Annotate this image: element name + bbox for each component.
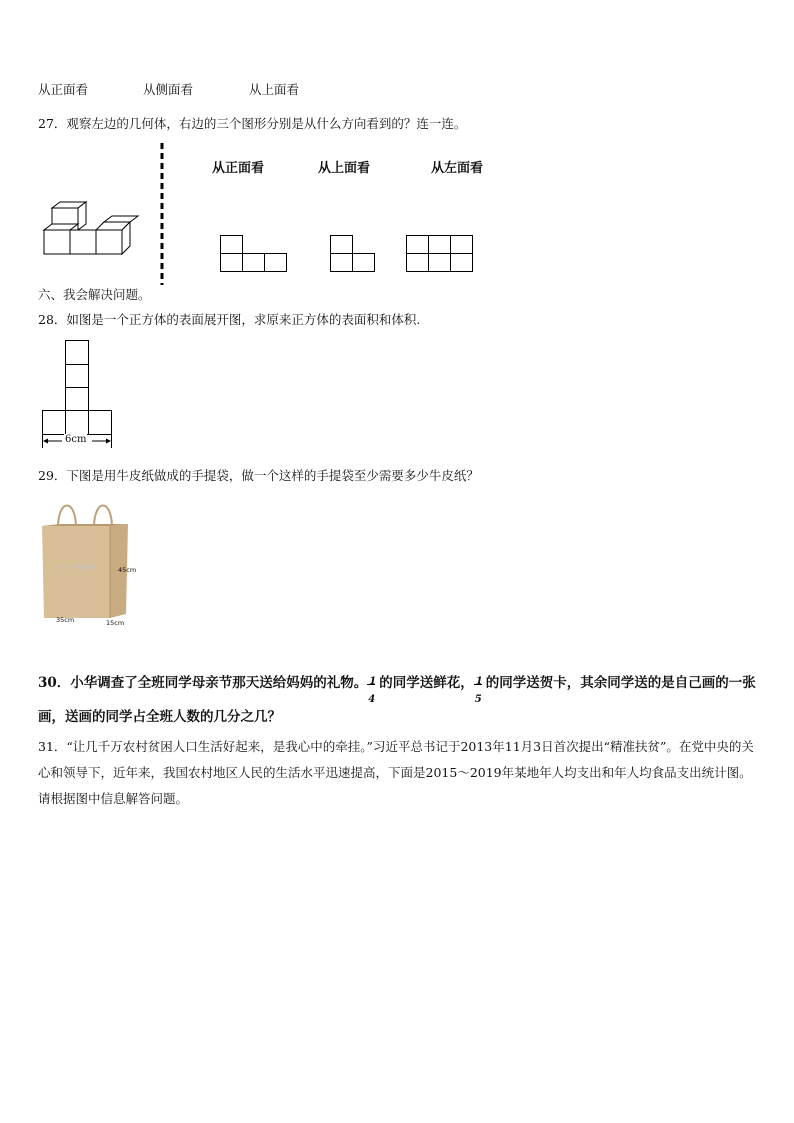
net-dimension-label: 6cm [65,434,87,445]
fraction-one-quarter [367,669,379,705]
fraction-numerator: 1 [369,675,377,687]
question-30-part1: 30．小华调查了全班同学母亲节那天送给妈妈的礼物。 [38,675,368,691]
bag-watermark: Yuan Printing [56,564,96,571]
top-label-front: 从正面看 [38,82,89,97]
question-30 [38,666,758,734]
fraction-one-fifth [474,669,486,705]
view-shape-1[interactable] [220,235,288,273]
view-shape-3[interactable] [406,235,474,273]
view-label-top: 从上面看 [318,161,371,176]
question-29-text: 29．下图是用牛皮纸做成的手提袋，做一个这样的手提袋至少需要多少牛皮纸？ [38,468,479,483]
fraction-numerator: 1 [475,675,483,687]
fraction-denominator: 4 [368,693,376,705]
bag-width-label: 35cm [56,616,75,624]
view-label-front: 从正面看 [212,161,265,176]
bag-depth-label: 15cm [106,619,125,627]
top-label-side: 从侧面看 [143,82,194,97]
dashed-separator [160,143,164,285]
cube-solid-figure [40,200,140,260]
view-label-left: 从左面看 [431,161,484,176]
section-6-heading: 六、我会解决问题。 [38,287,151,302]
question-27-text: 27．观察左边的几何体，右边的三个图形分别是从什么方向看到的？连一连。 [38,116,467,131]
question-31-text: 31．“让几千万农村贫困人口生活好起来，是我心中的牵挂。”习近平总书记于2013年11月3日首次提出“精准扶贫”。在党中央的关心和领导下，近年来，我国农村地区人民的生活水平迅速提高，下面是2015～2019年某地年人均支出和年人均食品支出统计图。请根据图中信息解答问题。 [38,739,754,806]
paper-bag-figure [40,500,140,624]
question-30-part3: 的同学送贺卡，其余同学送的是自己画的一张画，送画的同学占全班人数的几分之几？ [38,675,756,725]
top-label-top: 从上面看 [249,82,300,97]
bag-height-label: 45cm [118,566,137,574]
question-28-text: 28．如图是一个正方体的表面展开图，求原来正方体的表面积和体积. [38,312,421,327]
view-shape-2[interactable] [330,235,376,273]
question-30-part2: 的同学送鲜花， [379,675,474,691]
fraction-denominator: 5 [474,693,482,705]
